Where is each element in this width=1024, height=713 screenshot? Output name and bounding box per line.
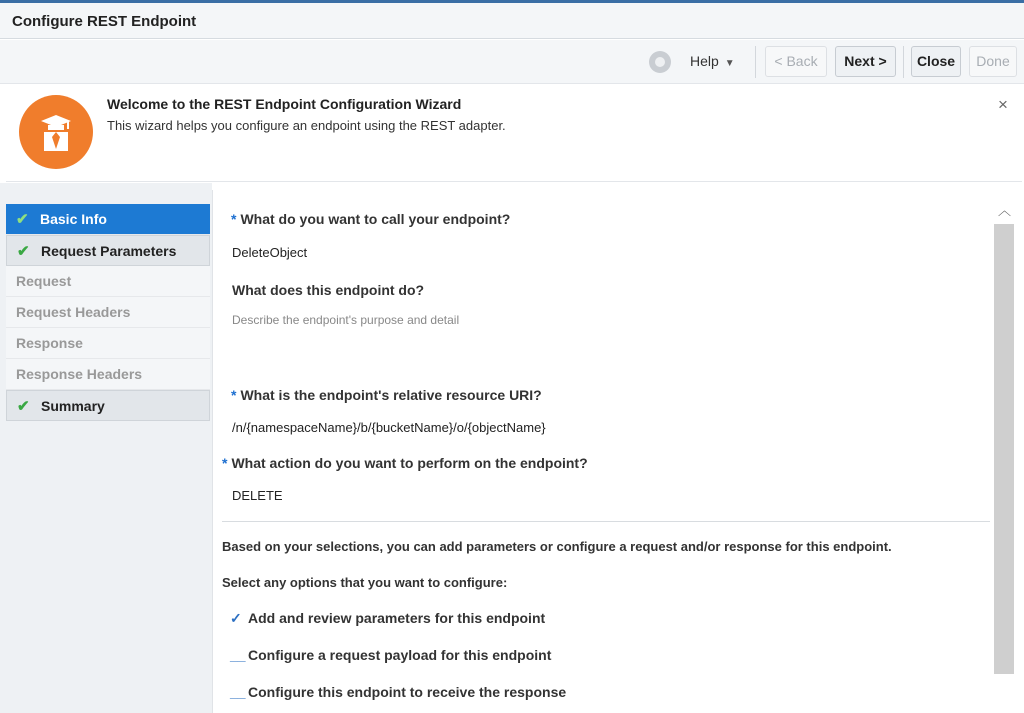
option-label: Add and review parameters for this endpoint [248, 610, 546, 626]
endpoint-name-field[interactable]: DeleteObject [232, 245, 308, 260]
wizard-step-label: Request Parameters [41, 243, 177, 259]
based-on-selections-text: Based on your selections, you can add parameters or configure a request and/or response for this endpoint. [222, 539, 892, 554]
wizard-step-label: Basic Info [40, 211, 107, 227]
wizard-steps [6, 204, 210, 421]
resource-uri-question [231, 387, 542, 403]
unchecked-box-icon: __ [230, 647, 246, 663]
action-question [222, 455, 588, 471]
toolbar-separator [755, 46, 756, 78]
endpoint-desc-field[interactable]: Describe the endpoint's purpose and detail [232, 313, 460, 327]
wizard-step[interactable] [6, 266, 210, 297]
required-marker: * [231, 211, 237, 227]
required-marker: * [231, 387, 237, 403]
endpoint-desc-label: What does this endpoint do? [232, 282, 425, 298]
option-checkbox[interactable] [230, 684, 566, 700]
resource-uri-label: What is the endpoint's relative resource URI? [240, 387, 542, 403]
wizard-step[interactable] [6, 359, 210, 390]
section-divider [222, 521, 990, 522]
option-label: Configure a request payload for this endpoint [248, 647, 552, 663]
title-bar [0, 3, 1024, 39]
chevron-down-icon: ▼ [724, 58, 735, 69]
required-marker: * [222, 455, 228, 471]
vertical-scrollbar[interactable] [992, 196, 1016, 713]
welcome-description: This wizard helps you configure an endpoint using the REST adapter. [107, 118, 506, 133]
option-checkbox[interactable] [230, 647, 551, 663]
endpoint-name-question [231, 211, 510, 227]
window-title: Configure REST Endpoint [12, 13, 197, 30]
help-menu[interactable] [690, 53, 735, 69]
close-icon[interactable]: × [998, 95, 1008, 114]
welcome-banner [6, 86, 1022, 182]
option-label: Configure this endpoint to receive the response [248, 684, 567, 700]
checkmark-icon: ✔ [16, 211, 29, 228]
done-button[interactable]: Done [969, 46, 1017, 77]
checkmark-icon: ✔ [17, 243, 30, 260]
wizard-step-label: Request [16, 273, 72, 289]
wizard-step-label: Response [16, 335, 83, 351]
wizard-step[interactable] [6, 204, 210, 235]
unchecked-box-icon: __ [230, 684, 246, 700]
toolbar [0, 40, 1024, 84]
wizard-step-label: Response Headers [16, 366, 143, 382]
wizard-step-label: Summary [41, 398, 105, 414]
wizard-step[interactable] [6, 390, 210, 421]
help-label: Help [690, 53, 719, 69]
next-button[interactable]: Next > [835, 46, 896, 77]
checkmark-icon: ✓ [230, 610, 242, 626]
endpoint-desc-question [232, 282, 424, 298]
close-button[interactable]: Close [911, 46, 961, 77]
chevron-up-icon[interactable]: ︿ [998, 203, 1012, 218]
option-checkbox[interactable] [230, 610, 545, 627]
back-button[interactable]: < Back [765, 46, 827, 77]
wizard-icon [19, 95, 93, 169]
action-label: What action do you want to perform on the endpoint? [231, 455, 588, 471]
wizard-step-label: Request Headers [16, 304, 131, 320]
checkmark-icon: ✔ [17, 398, 30, 415]
resource-uri-field[interactable]: /n/{namespaceName}/b/{bucketName}/o/{objectName} [232, 420, 546, 435]
select-options-text: Select any options that you want to configure: [222, 575, 508, 590]
wizard-step[interactable] [6, 328, 210, 359]
scrollbar-thumb[interactable] [994, 224, 1014, 674]
graduation-cap-icon [41, 113, 71, 151]
welcome-title: Welcome to the REST Endpoint Configuration Wizard [107, 96, 462, 112]
toolbar-separator [903, 46, 904, 78]
wizard-step[interactable] [6, 235, 210, 266]
main-content [212, 190, 992, 713]
action-select[interactable]: DELETE [232, 488, 283, 503]
endpoint-name-label: What do you want to call your endpoint? [240, 211, 511, 227]
wizard-step[interactable] [6, 297, 210, 328]
status-indicator-icon [649, 51, 671, 73]
